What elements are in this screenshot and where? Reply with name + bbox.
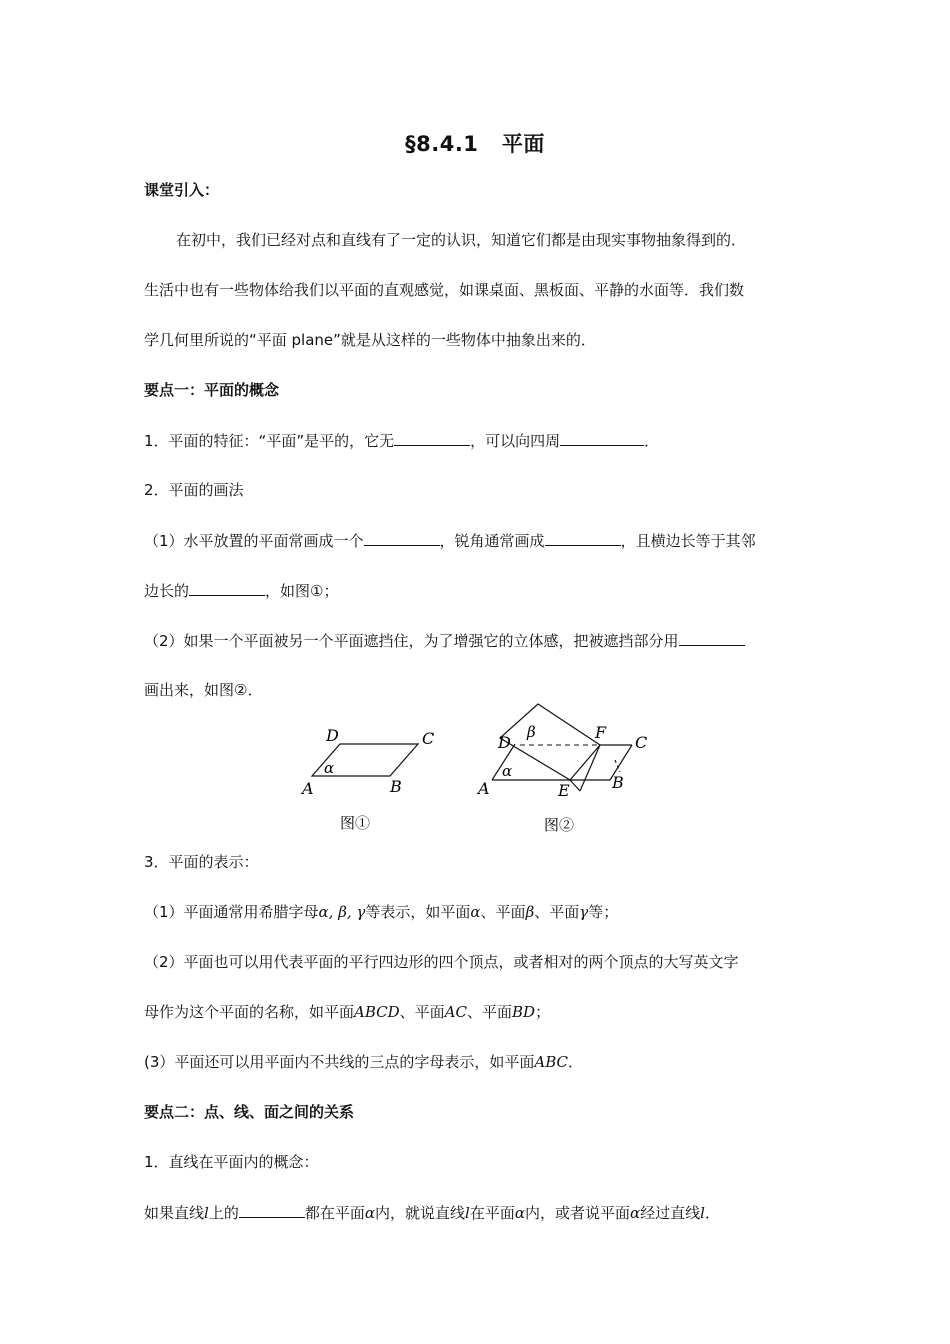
plane-label-alpha: α: [324, 759, 335, 777]
representation-3: (3）平面还可以用平面内不共线的三点的字母表示，如平面ABC．: [144, 1053, 584, 1071]
section-heading-1: 要点一：平面的概念: [144, 381, 280, 399]
figure-1-parallelogram: [290, 722, 450, 840]
line-in-plane-heading: 1．直线在平面内的概念：: [144, 1153, 319, 1171]
representation-heading: 3．平面的表示：: [144, 853, 259, 871]
vertex-label-f: F: [595, 723, 607, 742]
representation-1: （1）平面通常用希腊字母α, β, γ等表示，如平面α、平面β、平面γ等；: [144, 903, 619, 921]
plane-label-alpha: α: [502, 762, 513, 780]
section-number: §8.4.1: [405, 132, 479, 156]
vertex-label-b: B: [390, 777, 402, 796]
intro-paragraph-line-1: 在初中，我们已经对点和直线有了一定的认识，知道它们都是由现实事物抽象得到的．: [176, 231, 747, 249]
drawing-method-heading: 2．平面的画法: [144, 481, 244, 499]
vertex-label-b: B: [612, 773, 624, 792]
fill-blank[interactable]: [239, 1202, 305, 1218]
figure-2-caption: 图②: [544, 816, 575, 834]
section-name: 平面: [501, 132, 545, 156]
intro-heading: 课堂引入：: [144, 181, 220, 199]
section-heading-2: 要点二：点、线、面之间的关系: [144, 1103, 355, 1121]
vertex-label-d: D: [498, 733, 511, 752]
representation-2-line-2: 母作为这个平面的名称，如平面ABCD、平面AC、平面BD；: [144, 1003, 551, 1021]
plane-beta-edge-fe: [580, 745, 600, 791]
fill-blank[interactable]: [364, 530, 440, 546]
feature-line: 1．平面的特征：“平面”是平的，它无 ，可以向四周 ．: [144, 432, 660, 450]
drawing-method-1-line-1: （1）水平放置的平面常画成一个 ，锐角通常画成 ，且横边长等于其邻: [144, 532, 756, 550]
vertex-label-a: A: [478, 779, 490, 798]
representation-2-line-1: （2）平面也可以用代表平面的平行四边形的四个顶点，或者相对的两个顶点的大写英文字: [144, 953, 739, 971]
plane-label-beta: β: [527, 723, 536, 741]
vertex-label-c: C: [422, 729, 435, 748]
intro-paragraph-line-2: 生活中也有一些物体给我们以平面的直观感觉，如课桌面、黑板面、平静的水面等．我们数: [144, 281, 745, 299]
fill-blank[interactable]: [679, 630, 745, 646]
vertex-label-d: D: [326, 726, 339, 745]
figure-2-intersecting-planes: [470, 700, 690, 840]
fill-blank[interactable]: [189, 580, 265, 596]
vertex-label-a: A: [302, 779, 314, 798]
fill-blank[interactable]: [394, 430, 470, 446]
figure-1-caption: 图①: [340, 814, 371, 832]
plane-beta-edge-lower: [570, 780, 580, 791]
vertex-label-e: E: [558, 781, 570, 800]
line-in-plane-definition: 如果直线l上的 都在平面α内，就说直线l在平面α内，或者说平面α经过直线l．: [144, 1204, 720, 1222]
fill-blank[interactable]: [545, 530, 621, 546]
drawing-method-2-line-2: 画出来，如图②．: [144, 681, 263, 699]
drawing-method-2-line-1: （2）如果一个平面被另一个平面遮挡住，为了增强它的立体感，把被遮挡部分用: [144, 630, 745, 651]
fill-blank[interactable]: [560, 430, 644, 446]
intro-paragraph-line-3: 学几何里所说的“平面 plane”就是从这样的一些物体中抽象出来的．: [144, 331, 596, 349]
vertex-label-c: C: [635, 733, 648, 752]
page-title: [0, 128, 950, 158]
plane-beta-front: [500, 704, 600, 780]
drawing-method-1-line-2: 边长的 ，如图①；: [144, 582, 339, 600]
